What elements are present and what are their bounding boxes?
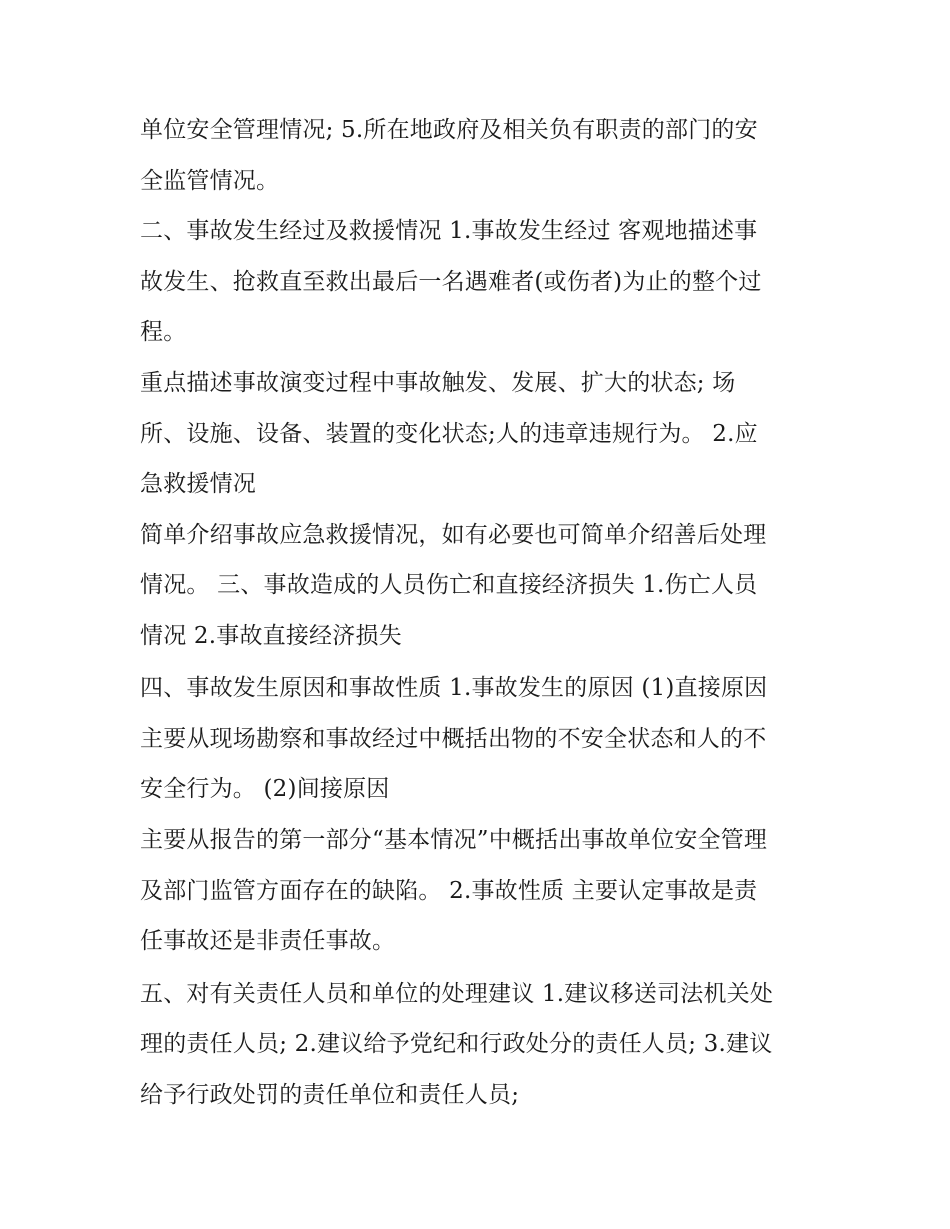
text-line: 全监管情况。: [140, 168, 280, 194]
text-line: 情况 2.事故直接经济损失: [140, 623, 402, 649]
text-line: 主要从报告的第一部分“基本情况”中概括出事故单位安全管理: [140, 827, 768, 853]
text-line: 任事故还是非责任事故。: [140, 928, 396, 954]
text-line: 及部门监管方面存在的缺陷。 2.事故性质 主要认定事故是责: [140, 878, 758, 904]
text-line: 安全行为。 (2)间接原因: [140, 776, 390, 802]
text-line: 二、事故发生经过及救援情况 1.事故发生经过 客观地描述事: [140, 218, 758, 244]
text-line: 五、对有关责任人员和单位的处理建议 1.建议移送司法机关处: [140, 981, 774, 1007]
text-line: 理的责任人员; 2.建议给予党纪和行政处分的责任人员; 3.建议: [140, 1031, 773, 1057]
text-line: 程。: [140, 319, 187, 345]
text-line: 情况。 三、事故造成的人员伤亡和直接经济损失 1.伤亡人员: [140, 572, 758, 598]
text-line: 四、事故发生原因和事故性质 1.事故发生的原因 (1)直接原因: [140, 675, 768, 701]
text-line: 给予行政处罚的责任单位和责任人员;: [140, 1082, 520, 1108]
text-line: 简单介绍事故应急救援情况，如有必要也可简单介绍善后处理: [140, 522, 767, 548]
text-line: 急救援情况: [140, 471, 256, 497]
text-line: 故发生、抢救直至救出最后一名遇难者(或伤者)为止的整个过: [140, 269, 762, 295]
text-line: 重点描述事故演变过程中事故触发、发展、扩大的状态; 场: [140, 370, 736, 396]
text-line: 所、设施、设备、装置的变化状态;人的违章违规行为。 2.应: [140, 421, 758, 447]
text-line: 主要从现场勘察和事故经过中概括出物的不安全状态和人的不: [140, 726, 767, 752]
text-line: 单位安全管理情况; 5.所在地政府及相关负有职责的部门的安: [140, 117, 758, 143]
